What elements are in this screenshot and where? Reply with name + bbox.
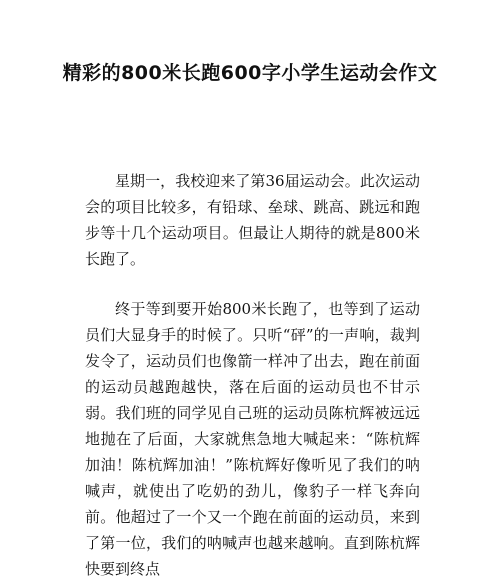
paragraph-2: 终于等到要开始800米长跑了，也等到了运动员们大显身手的时候了。只听“砰”的一声响，裁判发令了，运动员们也像箭一样冲了出去，跑在前面的运动员越跑越快，落在后面的运动员也不甘示弱。我们班的同学见自己班的运动员陈杭辉被远远地抛在了后面，大家就焦急地大喊起来：“陈杭辉加油！陈杭辉加油！”陈杭辉好像听见了我们的呐喊声，就使出了吃奶的劲儿，像豹子一样飞奔向前。他超过了一个又一个跑在前面的运动员，来到了第一位，我们的呐喊声也越来越响。直到陈杭辉快要到终点 [85, 300, 420, 578]
paragraph-1: 星期一，我校迎来了第36届运动会。此次运动会的项目比较多，有铅球、垒球、跳高、跳远和跑步等十几个运动项目。但最让人期待的就是800米长跑了。 [85, 172, 420, 268]
document-title: 精彩的800米长跑600字小学生运动会作文 [62, 62, 438, 84]
